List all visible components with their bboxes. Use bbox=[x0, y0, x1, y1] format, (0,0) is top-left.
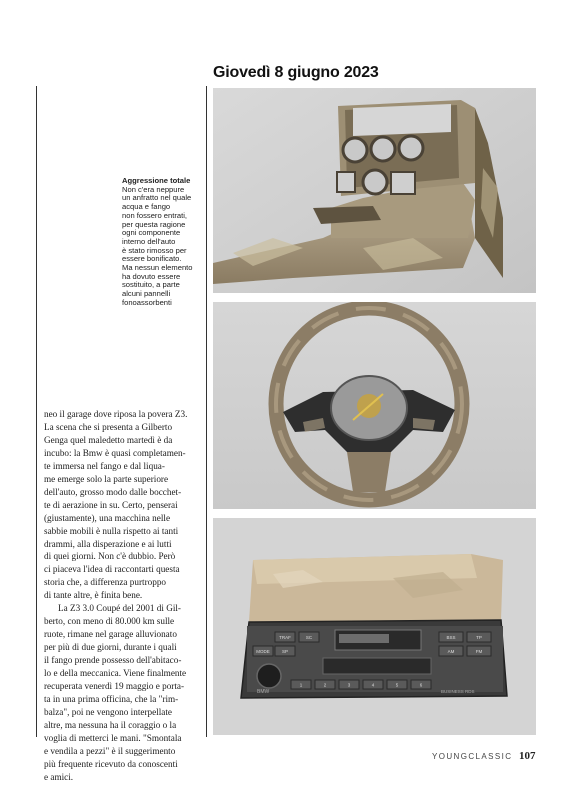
column-divider-left bbox=[36, 86, 37, 737]
radio-button-mode bbox=[253, 646, 273, 656]
caption-line: un anfratto nel quale bbox=[122, 193, 192, 203]
svg-text:3: 3 bbox=[347, 682, 351, 688]
article-line: balza", poi ne vengono interpellate bbox=[44, 706, 172, 717]
caption-title: Aggressione totale bbox=[122, 176, 191, 185]
article-line: te immersa nel fango e dal liqua- bbox=[44, 460, 165, 471]
caption-line: Non c'era neppure bbox=[122, 184, 185, 194]
article-line: di tante altre, è finita bene. bbox=[44, 590, 143, 601]
svg-text:TP: TP bbox=[476, 635, 482, 640]
caption-line: essere bonificato. bbox=[122, 254, 182, 264]
article-line: il fango prende possesso dell'abitaco- bbox=[44, 655, 182, 666]
caption-line: per questa ragione bbox=[122, 219, 186, 229]
caption-line: alcuni pannelli bbox=[122, 289, 171, 299]
article-line: incubo: la Bmw è quasi completamen- bbox=[44, 447, 186, 458]
article-line: neo il garage dove riposa la povera Z3. bbox=[44, 409, 188, 419]
radio-preset-2 bbox=[315, 680, 335, 689]
article-line: di quei giorni. Non c'è dubbio. Però bbox=[44, 551, 176, 562]
svg-text:4: 4 bbox=[371, 682, 375, 688]
caption-line: acqua e fango bbox=[122, 202, 171, 212]
article-line: Genga quel maledetto martedì è da bbox=[44, 434, 173, 445]
article-line: e vendila a pezzi" è il suggerimento bbox=[44, 745, 176, 756]
radio-preset-5 bbox=[387, 680, 407, 689]
caption-line: interno dell'auto bbox=[122, 236, 176, 246]
radio-button-traf bbox=[275, 632, 295, 642]
column-divider-right bbox=[206, 86, 207, 737]
svg-text:TRAF: TRAF bbox=[279, 635, 291, 640]
steering-wheel-image bbox=[213, 302, 536, 509]
article-line: recuperata venerdì 19 maggio e porta- bbox=[44, 681, 185, 692]
article-line: berto, con meno di 80.000 km sulle bbox=[44, 616, 175, 627]
svg-text:SC: SC bbox=[305, 635, 313, 640]
radio-button-bss bbox=[439, 632, 463, 642]
radio-button-sc bbox=[299, 632, 319, 642]
svg-text:6: 6 bbox=[419, 682, 423, 688]
svg-text:AM: AM bbox=[447, 649, 455, 654]
svg-text:1: 1 bbox=[299, 682, 303, 688]
article-line: lo e della meccanica. Viene finalmente bbox=[44, 668, 187, 679]
article-line: storia che, a differenza purtroppo bbox=[44, 577, 167, 588]
photo-steering-wheel bbox=[213, 302, 536, 509]
footer-magazine-name: YOUNGCLASSIC bbox=[432, 752, 513, 761]
caption-line: fonoassorbenti bbox=[122, 297, 172, 307]
svg-text:2: 2 bbox=[323, 682, 327, 688]
article-line: La Z3 3.0 Coupé del 2001 di Gil- bbox=[58, 603, 181, 614]
radio-brand-label: BMW bbox=[257, 689, 270, 695]
center-console-image bbox=[213, 88, 536, 293]
article-line: altre, ma nessuna ha il coraggio o la bbox=[44, 719, 177, 730]
article-line: e amici. bbox=[44, 771, 74, 782]
radio-button-fm bbox=[467, 646, 491, 656]
article-line: per più di due giorni, durante i quali bbox=[44, 642, 177, 653]
article-line: sabbie mobili è nulla rispetto ai tanti bbox=[44, 525, 179, 536]
caption-line: ha dovuto essere bbox=[122, 271, 181, 281]
article-line: ta in una prima officina, che la "rim- bbox=[44, 693, 179, 704]
article-line: drammi, alla disperazione e ai lutti bbox=[44, 538, 172, 549]
svg-text:MODE: MODE bbox=[256, 649, 270, 654]
article-line: più frequente ricevuto da conoscenti bbox=[44, 758, 178, 769]
svg-text:5: 5 bbox=[395, 682, 399, 688]
article-line: La scena che si presenta a Gilberto bbox=[44, 421, 173, 432]
article-line: te di aerazione in su. Certo, penserai bbox=[44, 499, 178, 510]
radio-model-label: BUSINESS RDS bbox=[441, 689, 475, 694]
footer-page-number: 107 bbox=[519, 750, 536, 762]
article-line: me emerge solo la parte superiore bbox=[44, 473, 169, 484]
radio-preset-3 bbox=[339, 680, 359, 689]
caption-text bbox=[122, 186, 204, 308]
caption-line: ogni componente bbox=[122, 228, 181, 238]
radio-preset-4 bbox=[363, 680, 383, 689]
radio-preset-1 bbox=[291, 680, 311, 689]
svg-text:SP: SP bbox=[281, 649, 289, 654]
radio-button-sp bbox=[275, 646, 295, 656]
article-body bbox=[44, 408, 202, 784]
photo-caption bbox=[122, 177, 204, 308]
svg-text:FM: FM bbox=[475, 649, 483, 654]
radio-button-tp bbox=[467, 632, 491, 642]
caption-line: sostituito, a parte bbox=[122, 280, 180, 290]
caption-line: Ma nessun elemento bbox=[122, 263, 193, 273]
article-line: ci piaceva l'idea di raccontarti questa bbox=[44, 564, 180, 575]
caption-line: è stato rimosso per bbox=[122, 245, 187, 255]
svg-text:BSS: BSS bbox=[446, 635, 456, 640]
radio-button-am bbox=[439, 646, 463, 656]
caption-line: non fossero entrati, bbox=[122, 210, 188, 220]
photo-car-radio bbox=[213, 518, 536, 735]
car-radio-image bbox=[213, 518, 536, 735]
article-line: ruote, rimane nel garage alluvionato bbox=[44, 629, 177, 640]
page-date-headline: Giovedì 8 giugno 2023 bbox=[213, 64, 379, 81]
photo-center-console bbox=[213, 88, 536, 293]
article-line: dell'auto, grosso modo dalle bocchet- bbox=[44, 486, 182, 497]
article-line: (giustamente), una macchina nelle bbox=[44, 512, 171, 523]
article-line: voglia di metterci le mani. "Smontala bbox=[44, 732, 182, 743]
radio-preset-6 bbox=[411, 680, 431, 689]
